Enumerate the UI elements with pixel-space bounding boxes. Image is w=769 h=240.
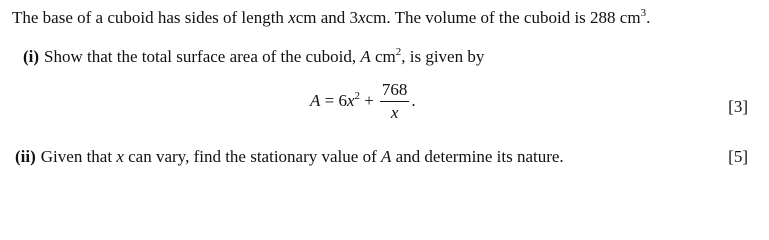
variable-x: x [288, 8, 296, 27]
variable-x: x [346, 91, 355, 110]
intro-text: The base of a cuboid has sides of length [12, 8, 289, 27]
marks-part-ii: [5] [728, 147, 748, 166]
exponent: 3 [640, 7, 647, 19]
exponent: 2 [354, 90, 361, 102]
part-text: Show that the total surface area of the cuboid, [44, 47, 361, 66]
fraction-denominator: x [390, 103, 399, 122]
formula-text: . [411, 91, 416, 110]
variable-a: A [360, 47, 371, 66]
intro-text: . [646, 8, 651, 27]
variable-x: x [116, 147, 124, 166]
part-label: (ii) [15, 147, 36, 166]
formula-lhs [310, 91, 374, 111]
part-text: , is given by [401, 47, 485, 66]
fraction-numerator: 768 [380, 80, 410, 102]
part-i [23, 47, 484, 67]
part-text: Given that [40, 147, 117, 166]
fraction [380, 80, 410, 122]
part-text: and determine its nature. [391, 147, 564, 166]
formula-text: = 6 [320, 91, 347, 110]
formula-text: + [360, 91, 374, 110]
question-intro [12, 8, 650, 28]
variable-a: A [380, 147, 392, 166]
part-label: (i) [23, 47, 40, 66]
part-text: can vary, find the stationary value of [123, 147, 381, 166]
part-ii [15, 147, 564, 167]
variable-x: x [358, 8, 366, 27]
variable-a: A [310, 91, 321, 110]
marks-part-i: [3] [728, 97, 748, 116]
intro-text: cm. The volume of the cuboid is 288 cm [365, 8, 641, 27]
part-text: cm [370, 47, 396, 66]
surface-area-formula [310, 80, 416, 122]
intro-text: cm and 3 [295, 8, 359, 27]
exponent: 2 [395, 46, 402, 58]
